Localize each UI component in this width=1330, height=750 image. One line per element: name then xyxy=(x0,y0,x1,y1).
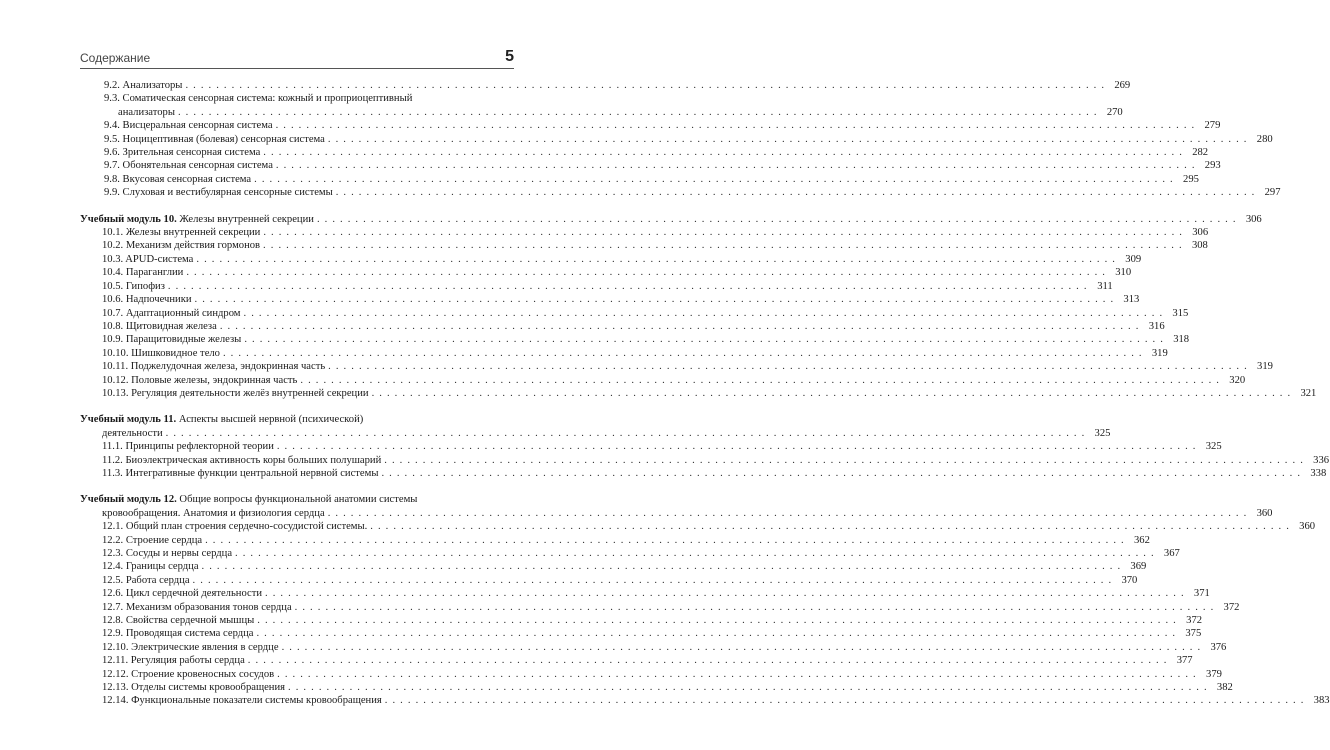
toc-entry xyxy=(80,614,1203,627)
toc-entry-title xyxy=(102,280,165,293)
section-title: Содержание xyxy=(80,51,151,65)
toc-entry xyxy=(80,266,1132,279)
group-spacer xyxy=(80,200,514,213)
toc-entry xyxy=(80,133,1273,146)
toc-entry-text: 12.8. Свойства сердечной мышцы xyxy=(102,615,255,627)
toc-page-number: 375 xyxy=(1185,628,1202,640)
toc-entry-title xyxy=(80,493,417,506)
toc-entry xyxy=(80,360,1273,373)
dot-leader: . . . . . . . . . . . . . . . . . . . . . . . . . . . . . . . . . . . . . . . . . . . . . . . . . . . . . . . . . . . . . . . . . . . . . . . . . . . . . . . . . . . . . . . . . . . . . . . . . . . . . . . . . . . . . . . . . . . . . . . . xyxy=(205,534,1125,546)
toc-entry-text: кровообращения. Анатомия и физиология сердца xyxy=(102,507,325,519)
toc-entry-text: 9.9. Слуховая и вестибулярная сенсорные системы xyxy=(104,187,333,199)
toc-entry-title xyxy=(104,159,273,172)
toc-entry xyxy=(80,560,1147,573)
dot-leader: . . . . . . . . . . . . . . . . . . . . . . . . . . . . . . . . . . . . . . . . . . . . . . . . . . . . . . . . . . . . . . . . . . . . . . . . . . . . . . . . . . . . . . . . . . . . . . . . . . . . . . . . . . . . . . . . . . . . . . . . xyxy=(201,561,1122,573)
toc-entry-title xyxy=(80,413,363,426)
toc-entry xyxy=(80,574,1138,587)
toc-entry-title xyxy=(102,627,253,640)
toc-entry-title xyxy=(104,79,182,92)
toc-entry xyxy=(80,79,1131,92)
dot-leader: . . . . . . . . . . . . . . . . . . . . . . . . . . . . . . . . . . . . . . . . . . . . . . . . . . . . . . . . . . . . . . . . . . . . . . . . . . . . . . . . . . . . . . . . . . . . . . . . . . . . . . . . . . . . . . . . . . . . . . . . xyxy=(165,427,1086,439)
dot-leader: . . . . . . . . . . . . . . . . . . . . . . . . . . . . . . . . . . . . . . . . . . . . . . . . . . . . . . . . . . . . . . . . . . . . . . . . . . . . . . . . . . . . . . . . . . . . . . . . . . . . . . . . . . . . . . . . . . . . . . . . xyxy=(263,147,1184,159)
toc-page-number: 306 xyxy=(1245,213,1262,225)
toc-entry-title xyxy=(102,226,260,239)
dot-leader: . . . . . . . . . . . . . . . . . . . . . . . . . . . . . . . . . . . . . . . . . . . . . . . . . . . . . . . . . . . . . . . . . . . . . . . . . . . . . . . . . . . . . . . . . . . . . . . . . . . . . . . . . . . . . . . . . . . . . . . . xyxy=(300,374,1221,386)
toc-entry xyxy=(80,427,1111,440)
toc-page-number: 306 xyxy=(1192,227,1209,239)
dot-leader: . . . . . . . . . . . . . . . . . . . . . . . . . . . . . . . . . . . . . . . . . . . . . . . . . . . . . . . . . . . . . . . . . . . . . . . . . . . . . . . . . . . . . . . . . . . . . . . . . . . . . . . . . . . . . . . . . . . . . . . . xyxy=(384,695,1305,707)
toc-page-number: 360 xyxy=(1256,507,1273,519)
toc-entry-text: 10.13. Регуляция деятельности желёз внутренней секреции xyxy=(102,387,369,399)
module-label: Учебный модуль 11. xyxy=(80,414,177,426)
toc-entry-title xyxy=(102,360,325,373)
dot-leader: . . . . . . . . . . . . . . . . . . . . . . . . . . . . . . . . . . . . . . . . . . . . . . . . . . . . . . . . . . . . . . . . . . . . . . . . . . . . . . . . . . . . . . . . . . . . . . . . . . . . . . . . . . . . . . . . . . . . . . . . xyxy=(254,173,1174,185)
dot-leader: . . . . . . . . . . . . . . . . . . . . . . . . . . . . . . . . . . . . . . . . . . . . . . . . . . . . . . . . . . . . . . . . . . . . . . . . . . . . . . . . . . . . . . . . . . . . . . . . . . . . . . . . . . . . . . . . . . . . . . . . xyxy=(288,682,1208,694)
toc-page-number: 279 xyxy=(1204,120,1221,132)
dot-leader: . . . . . . . . . . . . . . . . . . . . . . . . . . . . . . . . . . . . . . . . . . . . . . . . . . . . . . . . . . . . . . . . . . . . . . . . . . . . . . . . . . . . . . . . . . . . . . . . . . . . . . . . . . . . . . . . . . . . . . . . xyxy=(185,80,1106,91)
toc-entry xyxy=(80,520,1316,533)
dot-leader: . . . . . . . . . . . . . . . . . . . . . . . . . . . . . . . . . . . . . . . . . . . . . . . . . . . . . . . . . . . . . . . . . . . . . . . . . . . . . . . . . . . . . . . . . . . . . . . . . . . . . . . . . . . . . . . . . . . . . . . . xyxy=(384,454,1305,466)
toc-entry-title xyxy=(102,347,220,360)
toc-page-number: 325 xyxy=(1094,427,1111,439)
toc-entry xyxy=(80,320,1165,333)
dot-leader: . . . . . . . . . . . . . . . . . . . . . . . . . . . . . . . . . . . . . . . . . . . . . . . . . . . . . . . . . . . . . . . . . . . . . . . . . . . . . . . . . . . . . . . . . . . . . . . . . . . . . . . . . . . . . . . . . . . . . . . . xyxy=(335,187,1256,199)
group-spacer xyxy=(80,400,514,413)
toc-entry-text: 10.4. Параганглии xyxy=(102,267,184,279)
toc-entry-text: 10.8. Щитовидная железа xyxy=(102,320,217,332)
toc-entry-title xyxy=(102,614,254,627)
toc-page-number: 372 xyxy=(1223,601,1240,613)
table-of-contents xyxy=(80,79,1330,708)
toc-entry xyxy=(80,173,1199,186)
toc-entry xyxy=(80,293,1140,306)
dot-leader: . . . . . . . . . . . . . . . . . . . . . . . . . . . . . . . . . . . . . . . . . . . . . . . . . . . . . . . . . . . . . . . . . . . . . . . . . . . . . . . . . . . . . . . . . . . . . . . . . . . . . . . . . . . . . . . . . . . . . . . . xyxy=(186,267,1107,279)
toc-entry-title xyxy=(104,119,273,132)
toc-entry-text: 12.12. Строение кровеносных сосудов xyxy=(102,668,275,680)
toc-entry xyxy=(80,668,1222,681)
toc-page-number: 311 xyxy=(1097,280,1113,292)
toc-entry-title xyxy=(102,520,367,533)
toc-entry xyxy=(80,159,1221,172)
toc-entry xyxy=(80,253,1142,266)
toc-entry-title xyxy=(102,427,163,440)
toc-module-entry xyxy=(80,213,1262,226)
toc-page-number: 310 xyxy=(1115,267,1132,279)
toc-entry xyxy=(80,467,1327,480)
toc-page-number: 308 xyxy=(1191,240,1208,252)
dot-leader: . . . . . . . . . . . . . . . . . . . . . . . . . . . . . . . . . . . . . . . . . . . . . . . . . . . . . . . . . . . . . . . . . . . . . . . . . . . . . . . . . . . . . . . . . . . . . . . . . . . . . . . . . . . . . . . . . . . . . . . . xyxy=(263,227,1184,239)
toc-entry-text: 10.11. Поджелудочная железа, эндокринная часть xyxy=(102,361,326,373)
toc-entry-title xyxy=(102,387,369,400)
toc-page-number: 318 xyxy=(1173,334,1190,346)
toc-entry xyxy=(80,587,1210,600)
toc-entry-title xyxy=(102,560,199,573)
toc-entry-title xyxy=(102,467,378,480)
toc-entry-title xyxy=(104,92,412,105)
toc-page-number: 362 xyxy=(1133,534,1150,546)
toc-entry-title xyxy=(102,507,325,520)
toc-entry-text: 12.14. Функциональные показатели системы кровообращения xyxy=(102,695,382,707)
toc-entry-text: Железы внутренней секреции xyxy=(176,213,314,225)
toc-entry-title xyxy=(102,307,241,320)
toc-entry-title xyxy=(102,266,183,279)
toc-entry-text: 12.1. Общий план строения сердечно-сосудистой системы. xyxy=(102,521,368,533)
toc-entry-title xyxy=(102,239,260,252)
toc-entry xyxy=(80,694,1330,707)
toc-entry xyxy=(80,507,1273,520)
toc-entry-title xyxy=(102,641,279,654)
toc-page-number: 309 xyxy=(1125,253,1142,265)
toc-page-number: 370 xyxy=(1121,574,1138,586)
toc-entry-text: 9.8. Вкусовая сенсорная система xyxy=(104,173,252,185)
toc-module-entry xyxy=(80,413,514,426)
dot-leader: . . . . . . . . . . . . . . . . . . . . . . . . . . . . . . . . . . . . . . . . . . . . . . . . . . . . . . . . . . . . . . . . . . . . . . . . . . . . . . . . . . . . . . . . . . . . . . . . . . . . . . . . . . . . . . . . . . . . . . . . xyxy=(277,668,1197,680)
toc-entry-title xyxy=(102,440,274,453)
toc-module-entry xyxy=(80,493,514,506)
toc-entry xyxy=(80,186,1281,199)
toc-entry xyxy=(80,627,1202,640)
dot-leader: . . . . . . . . . . . . . . . . . . . . . . . . . . . . . . . . . . . . . . . . . . . . . . . . . . . . . . . . . . . . . . . . . . . . . . . . . . . . . . . . . . . . . . . . . . . . . . . . . . . . . . . . . . . . . . . . . . . . . . . . xyxy=(265,588,1185,600)
toc-entry-text: 12.6. Цикл сердечной деятельности xyxy=(102,588,263,600)
toc-entry-text: 10.10. Шишковидное тело xyxy=(102,347,220,359)
toc-page-number: 293 xyxy=(1204,160,1221,172)
dot-leader: . . . . . . . . . . . . . . . . . . . . . . . . . . . . . . . . . . . . . . . . . . . . . . . . . . . . . . . . . . . . . . . . . . . . . . . . . . . . . . . . . . . . . . . . . . . . . . . . . . . . . . . . . . . . . . . . . . . . . . . . xyxy=(371,387,1292,399)
toc-entry-text: 11.2. Биоэлектрическая активность коры больших полушарий xyxy=(102,454,382,466)
toc-entry-text: 11.3. Интегративные функции центральной нервной системы xyxy=(102,467,379,479)
toc-page-number: 372 xyxy=(1186,615,1203,627)
toc-entry-text: деятельности xyxy=(102,427,163,439)
toc-page-number: 369 xyxy=(1130,561,1147,573)
toc-entry-title xyxy=(118,106,175,119)
toc-entry xyxy=(80,333,1190,346)
toc-entry xyxy=(80,347,1168,360)
toc-entry-text: 10.6. Надпочечники xyxy=(102,294,192,306)
dot-leader: . . . . . . . . . . . . . . . . . . . . . . . . . . . . . . . . . . . . . . . . . . . . . . . . . . . . . . . . . . . . . . . . . . . . . . . . . . . . . . . . . . . . . . . . . . . . . . . . . . . . . . . . . . . . . . . . . . . . . . . . xyxy=(275,160,1196,172)
toc-entry-title xyxy=(102,654,245,667)
dot-leader: . . . . . . . . . . . . . . . . . . . . . . . . . . . . . . . . . . . . . . . . . . . . . . . . . . . . . . . . . . . . . . . . . . . . . . . . . . . . . . . . . . . . . . . . . . . . . . . . . . . . . . . . . . . . . . . . . . . . . . . . xyxy=(219,320,1140,332)
toc-page-number: 360 xyxy=(1299,521,1316,533)
toc-page-number: 379 xyxy=(1206,668,1222,680)
toc-entry-text: 9.7. Обонятельная сенсорная система xyxy=(104,160,273,172)
toc-entry xyxy=(80,106,1123,119)
toc-entry-text: 10.2. Механизм действия гормонов xyxy=(102,240,261,252)
toc-entry xyxy=(80,374,1246,387)
dot-leader: . . . . . . . . . . . . . . . . . . . . . . . . . . . . . . . . . . . . . . . . . . . . . . . . . . . . . . . . . . . . . . . . . . . . . . . . . . . . . . . . . . . . . . . . . . . . . . . . . . . . . . . . . . . . . . . . . . . . . . . . xyxy=(167,280,1088,292)
dot-leader: . . . . . . . . . . . . . . . . . . . . . . . . . . . . . . . . . . . . . . . . . . . . . . . . . . . . . . . . . . . . . . . . . . . . . . . . . . . . . . . . . . . . . . . . . . . . . . . . . . . . . . . . . . . . . . . . . . . . . . . . xyxy=(222,347,1143,359)
toc-entry-title xyxy=(80,213,314,226)
toc-entry-title xyxy=(102,333,241,346)
toc-page-number: 319 xyxy=(1257,361,1273,373)
toc-entry-title xyxy=(102,320,217,333)
dot-leader: . . . . . . . . . . . . . . . . . . . . . . . . . . . . . . . . . . . . . . . . . . . . . . . . . . . . . . . . . . . . . . . . . . . . . . . . . . . . . . . . . . . . . . . . . . . . . . . . . . . . . . . . . . . . . . . . . . . . . . . . xyxy=(257,615,1178,627)
toc-entry-text: 9.2. Анализаторы xyxy=(104,80,183,91)
toc-entry-text: 12.13. Отделы системы кровообращения xyxy=(102,682,286,694)
toc-page-number: 270 xyxy=(1106,106,1123,118)
toc-entry-title xyxy=(102,547,232,560)
toc-page-number: 319 xyxy=(1151,347,1168,359)
toc-entry-title xyxy=(102,293,192,306)
toc-entry xyxy=(80,641,1227,654)
toc-page-number: 295 xyxy=(1183,173,1199,185)
module-label: Учебный модуль 12. xyxy=(80,494,177,506)
toc-entry xyxy=(80,454,1330,467)
toc-entry-title xyxy=(102,694,382,707)
toc-page-number: 280 xyxy=(1256,133,1273,145)
toc-entry-text: анализаторы xyxy=(118,106,175,118)
dot-leader: . . . . . . . . . . . . . . . . . . . . . . . . . . . . . . . . . . . . . . . . . . . . . . . . . . . . . . . . . . . . . . . . . . . . . . . . . . . . . . . . . . . . . . . . . . . . . . . . . . . . . . . . . . . . . . . . . . . . . . . . xyxy=(177,106,1098,118)
toc-entry-title xyxy=(102,574,190,587)
toc-entry-text: 10.5. Гипофиз xyxy=(102,280,165,292)
toc-entry-title xyxy=(102,601,292,614)
toc-entry-text: 9.6. Зрительная сенсорная система xyxy=(104,147,261,159)
toc-entry-text: 12.10. Электрические явления в сердце xyxy=(102,641,279,653)
toc-page-number: 282 xyxy=(1192,147,1209,159)
dot-leader: . . . . . . . . . . . . . . . . . . . . . . . . . . . . . . . . . . . . . . . . . . . . . . . . . . . . . . . . . . . . . . . . . . . . . . . . . . . . . . . . . . . . . . . . . . . . . . . . . . . . . . . . . . . . . . . . . . . . . . . . xyxy=(244,334,1165,346)
toc-entry-title xyxy=(104,146,260,159)
dot-leader: . . . . . . . . . . . . . . . . . . . . . . . . . . . . . . . . . . . . . . . . . . . . . . . . . . . . . . . . . . . . . . . . . . . . . . . . . . . . . . . . . . . . . . . . . . . . . . . . . . . . . . . . . . . . . . . . . . . . . . . . xyxy=(381,467,1302,479)
toc-entry-title xyxy=(102,454,381,467)
toc-entry xyxy=(80,280,1113,293)
toc-entry xyxy=(80,146,1209,159)
toc-entry-text: 10.1. Железы внутренней секреции xyxy=(102,227,261,239)
toc-page-number: 371 xyxy=(1193,588,1210,600)
toc-entry-text: 12.3. Сосуды и нервы сердца xyxy=(102,548,233,559)
toc-entry-text: 12.11. Регуляция работы сердца xyxy=(102,655,245,667)
dot-leader: . . . . . . . . . . . . . . . . . . . . . . . . . . . . . . . . . . . . . . . . . . . . . . . . . . . . . . . . . . . . . . . . . . . . . . . . . . . . . . . . . . . . . . . . . . . . . . . . . . . . . . . . . . . . . . . . . . . . . . . . xyxy=(243,307,1164,319)
toc-page-number: 377 xyxy=(1176,655,1193,667)
dot-leader: . . . . . . . . . . . . . . . . . . . . . . . . . . . . . . . . . . . . . . . . . . . . . . . . . . . . . . . . . . . . . . . . . . . . . . . . . . . . . . . . . . . . . . . . . . . . . . . . . . . . . . . . . . . . . . . . . . . . . . . . xyxy=(247,655,1168,667)
toc-page-number: 367 xyxy=(1163,548,1180,559)
toc-entry xyxy=(80,307,1189,320)
toc-entry xyxy=(80,601,1240,614)
toc-entry xyxy=(80,239,1208,252)
toc-entry xyxy=(80,681,1233,694)
toc-entry-text: 12.7. Механизм образования тонов сердца xyxy=(102,601,292,613)
toc-entry-title xyxy=(104,133,325,146)
dot-leader: . . . . . . . . . . . . . . . . . . . . . . . . . . . . . . . . . . . . . . . . . . . . . . . . . . . . . . . . . . . . . . . . . . . . . . . . . . . . . . . . . . . . . . . . . . . . . . . . . . . . . . . . . . . . . . . . . . . . . . . . xyxy=(281,641,1202,653)
dot-leader: . . . . . . . . . . . . . . . . . . . . . . . . . . . . . . . . . . . . . . . . . . . . . . . . . . . . . . . . . . . . . . . . . . . . . . . . . . . . . . . . . . . . . . . . . . . . . . . . . . . . . . . . . . . . . . . . . . . . . . . . xyxy=(192,574,1113,586)
toc-page-number: 336 xyxy=(1313,454,1330,466)
dot-leader: . . . . . . . . . . . . . . . . . . . . . . . . . . . . . . . . . . . . . . . . . . . . . . . . . . . . . . . . . . . . . . . . . . . . . . . . . . . . . . . . . . . . . . . . . . . . . . . . . . . . . . . . . . . . . . . . . . . . . . . . xyxy=(263,240,1183,252)
toc-entry xyxy=(80,387,1317,400)
dot-leader: . . . . . . . . . . . . . . . . . . . . . . . . . . . . . . . . . . . . . . . . . . . . . . . . . . . . . . . . . . . . . . . . . . . . . . . . . . . . . . . . . . . . . . . . . . . . . . . . . . . . . . . . . . . . . . . . . . . . . . . . xyxy=(327,507,1248,519)
toc-entry-text: 10.12. Половые железы, эндокринная часть xyxy=(102,374,298,386)
toc-page-number: 297 xyxy=(1264,187,1281,199)
module-label: Учебный модуль 10. xyxy=(80,213,177,225)
toc-entry-text: Аспекты высшей нервной (психической) xyxy=(176,414,364,426)
toc-page-number: 382 xyxy=(1216,682,1233,694)
toc-page-number: 316 xyxy=(1148,320,1165,332)
toc-entry-text: Общие вопросы функциональной анатомии системы xyxy=(176,494,418,506)
page-number: 5 xyxy=(505,48,514,65)
toc-entry-text: 12.4. Границы сердца xyxy=(102,561,199,573)
toc-page-number: 338 xyxy=(1310,467,1327,479)
toc-entry-text: 10.3. APUD-система xyxy=(102,253,194,265)
toc-entry-text: 12.2. Строение сердца xyxy=(102,534,203,546)
toc-entry-title xyxy=(102,587,262,600)
toc-page-number: 269 xyxy=(1114,80,1131,91)
dot-leader: . . . . . . . . . . . . . . . . . . . . . . . . . . . . . . . . . . . . . . . . . . . . . . . . . . . . . . . . . . . . . . . . . . . . . . . . . . . . . . . . . . . . . . . . . . . . . . . . . . . . . . . . . . . . . . . . . . . . . . . . xyxy=(294,601,1215,613)
toc-entry-text: 11.1. Принципы рефлекторной теории xyxy=(102,441,274,453)
dot-leader: . . . . . . . . . . . . . . . . . . . . . . . . . . . . . . . . . . . . . . . . . . . . . . . . . . . . . . . . . . . . . . . . . . . . . . . . . . . . . . . . . . . . . . . . . . . . . . . . . . . . . . . . . . . . . . . . . . . . . . . . xyxy=(256,628,1177,640)
toc-entry-text: 10.7. Адаптационный синдром xyxy=(102,307,241,319)
toc-entry xyxy=(80,534,1150,547)
toc-entry-text: 9.4. Висцеральная сенсорная система xyxy=(104,120,273,132)
toc-entry-title xyxy=(102,681,285,694)
toc-page-number: 325 xyxy=(1205,441,1222,453)
group-spacer xyxy=(80,480,514,493)
toc-entry xyxy=(80,440,1222,453)
toc-entry xyxy=(80,226,1209,239)
dot-leader: . . . . . . . . . . . . . . . . . . . . . . . . . . . . . . . . . . . . . . . . . . . . . . . . . . . . . . . . . . . . . . . . . . . . . . . . . . . . . . . . . . . . . . . . . . . . . . . . . . . . . . . . . . . . . . . . . . . . . . . . xyxy=(370,521,1291,533)
toc-page-number: 313 xyxy=(1123,294,1140,306)
toc-entry xyxy=(80,119,1221,132)
toc-page-number: 315 xyxy=(1172,307,1189,319)
toc-entry xyxy=(80,92,514,105)
toc-entry xyxy=(80,654,1193,667)
toc-entry-text: 9.5. Ноцицептивная (болевая) сенсорная система xyxy=(104,133,325,145)
toc-entry-title xyxy=(102,374,297,387)
toc-page-number: 376 xyxy=(1210,641,1227,653)
toc-entry-text: 12.9. Проводящая система сердца xyxy=(102,628,254,640)
toc-entry-title xyxy=(104,173,251,186)
toc-entry-text: 9.3. Соматическая сенсорная система: кожный и проприоцептивный xyxy=(104,93,413,105)
dot-leader: . . . . . . . . . . . . . . . . . . . . . . . . . . . . . . . . . . . . . . . . . . . . . . . . . . . . . . . . . . . . . . . . . . . . . . . . . . . . . . . . . . . . . . . . . . . . . . . . . . . . . . . . . . . . . . . . . . . . . . . . xyxy=(328,361,1248,373)
dot-leader: . . . . . . . . . . . . . . . . . . . . . . . . . . . . . . . . . . . . . . . . . . . . . . . . . . . . . . . . . . . . . . . . . . . . . . . . . . . . . . . . . . . . . . . . . . . . . . . . . . . . . . . . . . . . . . . . . . . . . . . . xyxy=(316,213,1237,225)
toc-page-number: 321 xyxy=(1300,387,1317,399)
toc-entry xyxy=(80,547,1180,560)
toc-entry-title xyxy=(102,534,202,547)
toc-entry-title xyxy=(104,186,333,199)
toc-entry-title xyxy=(102,253,193,266)
toc-page-number: 383 xyxy=(1313,695,1330,707)
toc-entry-text: 10.9. Паращитовидные железы xyxy=(102,334,242,346)
toc-entry-text: 12.5. Работа сердца xyxy=(102,574,190,586)
toc-entry-title xyxy=(102,668,274,681)
dot-leader: . . . . . . . . . . . . . . . . . . . . . . . . . . . . . . . . . . . . . . . . . . . . . . . . . . . . . . . . . . . . . . . . . . . . . . . . . . . . . . . . . . . . . . . . . . . . . . . . . . . . . . . . . . . . . . . . . . . . . . . . xyxy=(327,133,1248,145)
dot-leader: . . . . . . . . . . . . . . . . . . . . . . . . . . . . . . . . . . . . . . . . . . . . . . . . . . . . . . . . . . . . . . . . . . . . . . . . . . . . . . . . . . . . . . . . . . . . . . . . . . . . . . . . . . . . . . . . . . . . . . . . xyxy=(194,294,1115,306)
running-header xyxy=(80,46,514,69)
dot-leader: . . . . . . . . . . . . . . . . . . . . . . . . . . . . . . . . . . . . . . . . . . . . . . . . . . . . . . . . . . . . . . . . . . . . . . . . . . . . . . . . . . . . . . . . . . . . . . . . . . . . . . . . . . . . . . . . . . . . . . . . xyxy=(276,441,1197,453)
dot-leader: . . . . . . . . . . . . . . . . . . . . . . . . . . . . . . . . . . . . . . . . . . . . . . . . . . . . . . . . . . . . . . . . . . . . . . . . . . . . . . . . . . . . . . . . . . . . . . . . . . . . . . . . . . . . . . . . . . . . . . . . xyxy=(235,548,1155,559)
toc-page-number: 320 xyxy=(1229,374,1246,386)
dot-leader: . . . . . . . . . . . . . . . . . . . . . . . . . . . . . . . . . . . . . . . . . . . . . . . . . . . . . . . . . . . . . . . . . . . . . . . . . . . . . . . . . . . . . . . . . . . . . . . . . . . . . . . . . . . . . . . . . . . . . . . . xyxy=(275,120,1196,132)
dot-leader: . . . . . . . . . . . . . . . . . . . . . . . . . . . . . . . . . . . . . . . . . . . . . . . . . . . . . . . . . . . . . . . . . . . . . . . . . . . . . . . . . . . . . . . . . . . . . . . . . . . . . . . . . . . . . . . . . . . . . . . . xyxy=(196,253,1117,265)
